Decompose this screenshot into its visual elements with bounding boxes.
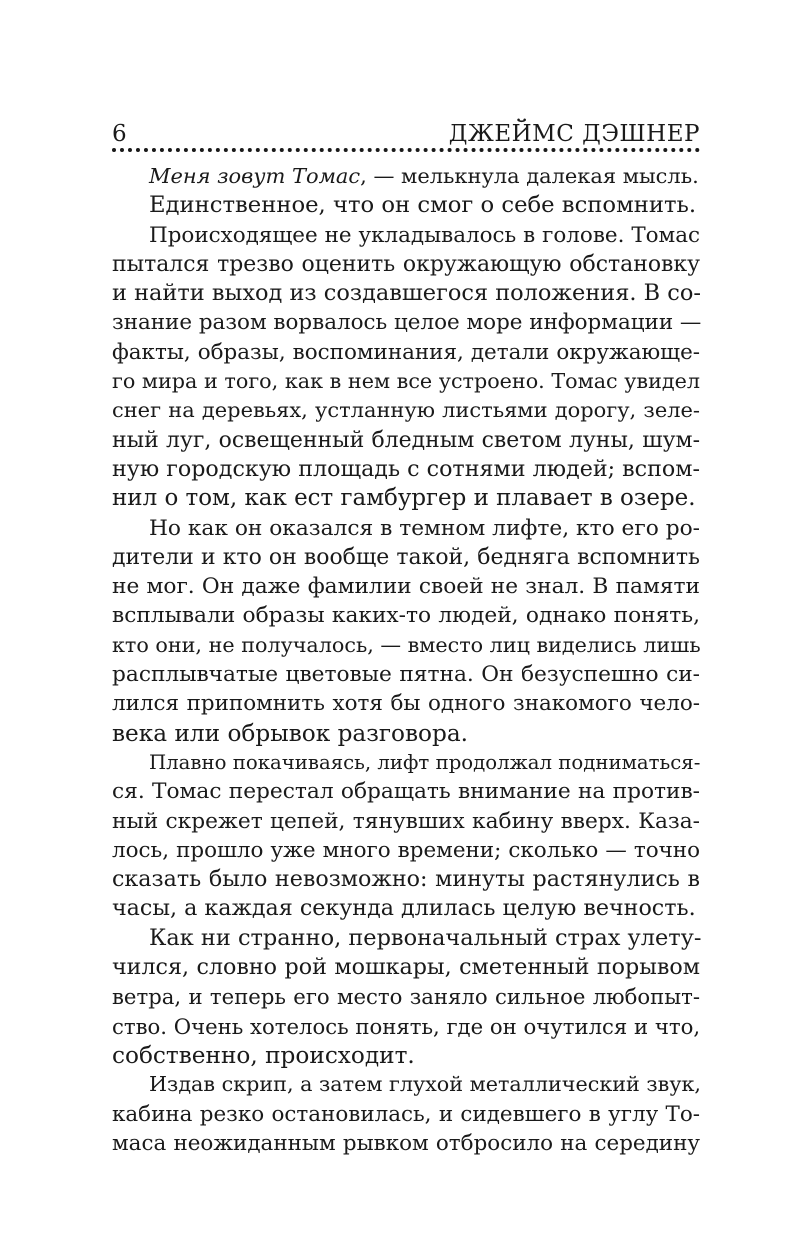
text-line: лился припомнить хотя бы одного знакомого чело- xyxy=(112,691,700,717)
text-line xyxy=(112,162,700,191)
text-line: ветра, и теперь его место заняло сильное любопыт- xyxy=(112,984,700,1010)
text-line: го мира и того, как в нем все устроено. Томас увидел xyxy=(112,369,700,394)
text-line: факты, образы, воспоминания, детали окружающе- xyxy=(112,339,700,365)
text-line: Издав скрип, а затем глухой металлический звук, xyxy=(149,1072,702,1097)
text-run: , — мелькнула далекая мысль. xyxy=(360,164,699,188)
running-head-author: ДЖЕЙМС ДЭШНЕР xyxy=(448,121,700,147)
header-dotted-rule xyxy=(112,148,700,152)
text-line: нил о том, как ест гамбургер и плавает в озере. xyxy=(112,485,696,512)
text-line: кто они, не получалось, — вместо лиц виделись лишь xyxy=(112,632,701,657)
text-line: чился, словно рой мошкары, сметенный порывом xyxy=(112,954,700,981)
text-line: ный луг, освещенный бледным светом луны, шум- xyxy=(112,427,700,453)
text-line: всплывали образы каких-то людей, однако понять, xyxy=(112,603,700,629)
text-line: и найти выход из создавшегося положения. В со- xyxy=(112,280,701,307)
text-line: маса неожиданным рывком отбросило на середину xyxy=(112,1130,700,1156)
text-line: сказать было невозможно: минуты растянулись в xyxy=(112,866,700,893)
page-number: 6 xyxy=(112,121,127,147)
text-line: века или обрывок разговора. xyxy=(112,719,469,747)
text-line: Происходящее не укладывалось в голове. Томас xyxy=(149,222,700,248)
text-line: не мог. Он даже фамилии своей не знал. В памяти xyxy=(112,574,700,600)
text-line: лось, прошло уже много времени; сколько — точно xyxy=(112,837,700,863)
text-line: расплывчатые цветовые пятна. Он безуспешно си- xyxy=(112,662,700,688)
text-line: знание разом ворвалось целое море информации — xyxy=(112,310,702,336)
text-line: пытался трезво оценить окружающую обстановку xyxy=(112,251,700,277)
text-line: Как ни странно, первоначальный страх улету- xyxy=(149,924,702,951)
text-line: ную городскую площадь с сотнями людей; вспом- xyxy=(112,455,700,482)
text-line: собственно, происходит. xyxy=(112,1041,415,1069)
text-line: дители и кто он вообще такой, бедняга вспомнить xyxy=(112,544,700,570)
text-line: снег на деревьях, устланную листьями дорогу, зеле- xyxy=(112,398,700,423)
text-line: ся. Томас перестал обращать внимание на против- xyxy=(112,779,700,805)
text-line: часы, а каждая секунда длилась целую вечность. xyxy=(112,895,696,922)
body-text xyxy=(112,162,700,1158)
text-line: ство. Очень хотелось понять, где он очутился и что, xyxy=(112,1013,701,1039)
text-line: кабина резко остановилась, и сидевшего в углу То- xyxy=(112,1101,700,1127)
text-line: Но как он оказался в темном лифте, кто его ро- xyxy=(149,515,700,541)
text-line: ный скрежет цепей, тянувших кабину вверх. Каза- xyxy=(112,808,700,834)
italic-phrase: Меня зовут Томас xyxy=(149,164,361,188)
text-line: Плавно покачиваясь, лифт продолжал подниматься- xyxy=(149,750,701,774)
text-line: Единственное, что он смог о себе вспомнить. xyxy=(149,192,697,219)
